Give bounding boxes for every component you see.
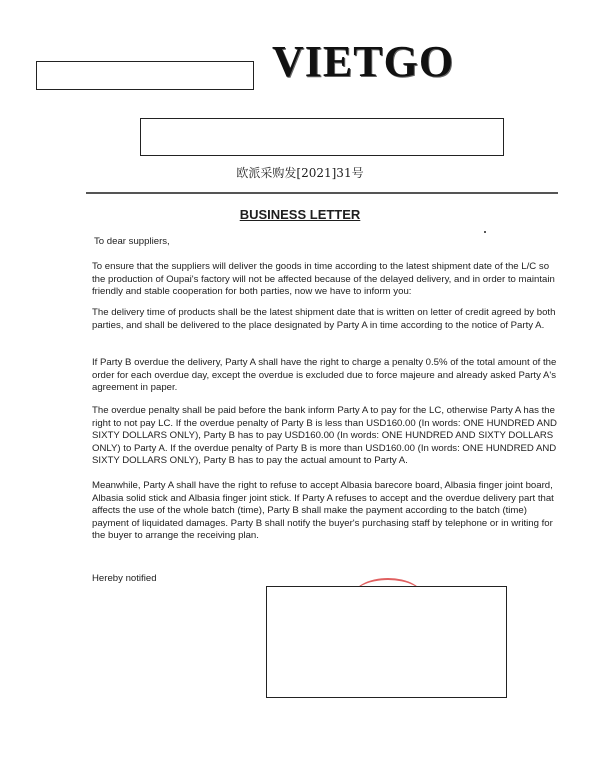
paragraph-refusal-rights: Meanwhile, Party A shall have the right to refuse to accept Albasia barecore board, Albasia finger joint board, Albasia solid stick and Albasia finger joint stick. If Party A refuses to accept and the overdue delivery part that affects the use of the whole batch (time), Party B shall make the payment according to the batch (time) payment of liquidated damages. Party B shall notify the buyer's purchasing staff by telephone or in writing for the buyer to arrange the receiving plan. (92, 480, 554, 542)
paragraph-intro: To ensure that the suppliers will deliver the goods in time according to the latest shipment date of the L/C so the production of Oupai's factory will not be affected because of the delayed delivery, and in order to maintain friendly and stable cooperation for both parties, now we have to inform you: (92, 261, 555, 298)
closing-text: Hereby notified (92, 573, 157, 584)
paragraph-penalty-rate: If Party B overdue the delivery, Party A shall have the right to charge a penalty 0.5% of the total amount of the order for each overdue day, except the overdue is excluded due to force majeure and already asked Party A's agreement in paper. (92, 357, 557, 394)
reference-number: 欧派采购发[2021]31号 (236, 166, 364, 180)
redacted-box-header (140, 118, 504, 156)
redacted-box-top-left (36, 61, 254, 90)
greeting: To dear suppliers, (94, 236, 170, 247)
vietgo-logo: VIETGO (272, 37, 455, 86)
letter-title: BUSINESS LETTER (239, 207, 361, 222)
paragraph-penalty-payment: The overdue penalty shall be paid before the bank inform Party A to pay for the LC, otherwise Party A has the right to not pay LC. If the overdue penalty of Party B is less than USD160.00 (In words: ONE HUNDRED AND SIXTY DOLLARS ONLY), Party B has to pay USD160.00 (In words: ONE HUNDRED AND SIXTY DOLLARS ONLY) to Party A. If the overdue penalty of Party B is more than USD160.00 (In words: ONE HUNDRED AND SIXTY DOLLARS ONLY), Party B has to pay the actual amount to Party A. (92, 405, 557, 467)
header-divider (86, 192, 558, 194)
paragraph-delivery-time: The delivery time of products shall be the latest shipment date that is written on letter of credit agreed by both parties, and shall be delivered to the place designated by Party A in time according to the notice of Party A. (92, 307, 556, 331)
speck-mark (484, 231, 486, 233)
redacted-box-signature (266, 586, 507, 698)
